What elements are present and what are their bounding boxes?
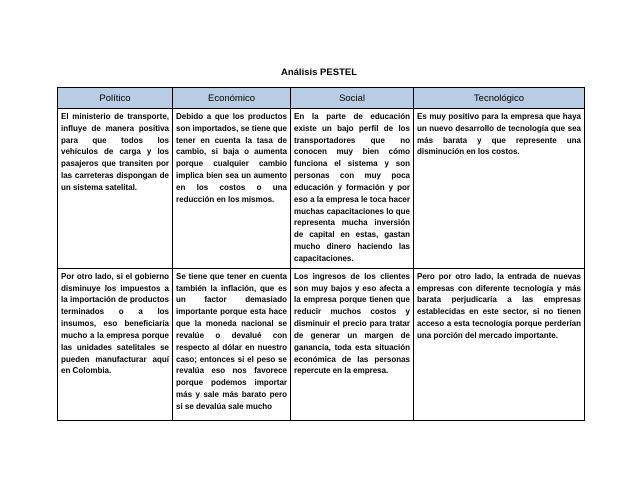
- cell-tecnologico: Pero por otro lado, la entrada de nuevas empresas con diferente tecnología y más barata perjudicaría a las empresas establecidas en este sector, si no tienen acceso a esta tecnología porque perderían una porción del mercado importante.: [414, 268, 585, 420]
- cell-economico: Se tiene que tener en cuenta también la inflación, que es un factor demasiado importante porque esta hace que la moneda nacional se revalúe o devalué con respecto al dólar en nuestro caso; entonces si el peso se revalúa eso nos favorece porque podemos importar más y sale más barato pero si se devalúa sale mucho: [173, 268, 291, 420]
- cell-tecnologico: Es muy positivo para la empresa que haya un nuevo desarrollo de tecnología que sea más barata y que represente una disminución en los costos.: [414, 109, 585, 269]
- cell-social: En la parte de educación existe un bajo perfil de los transportadores que no conocen muy bien cómo funciona el sistema y son personas con muy poca educación y formación y por eso a la empresa le toca hacer muchas capacitaciones lo que representa mucha inversión de capital en estas, gastan mucho dinero haciendo las capacitaciones.: [291, 109, 414, 269]
- table-row: [58, 268, 585, 420]
- cell-economico: Debido a que los productos son importados, se tiene que tener en cuenta la tasa de cambio, si baja o aumenta porque cualquier cambio implica bien sea un aumento en los costos o una reducción en los mismos.: [173, 109, 291, 269]
- header-politico: Político: [58, 88, 173, 109]
- header-social: Social: [291, 88, 414, 109]
- page-title: Análisis PESTEL: [280, 67, 358, 78]
- cell-politico: Por otro lado, si el gobierno disminuye los impuestos a la importación de productos terminados o a los insumos, eso beneficiaría mucho a la empresa porque las unidades satelitales se pueden manufacturar aquí en Colombia.: [58, 268, 173, 420]
- table-row: [58, 109, 585, 269]
- header-tecnologico: Tecnológico: [414, 88, 585, 109]
- table-header-row: [58, 88, 585, 109]
- pestel-table: [57, 87, 585, 421]
- cell-social: Los ingresos de los clientes son muy bajos y eso afecta a la empresa porque tienen que reducir muchos costos y disminuir el precio para tratar de generar un margen de ganancia, toda esta situación económica de las personas repercute en la empresa.: [291, 268, 414, 420]
- header-economico: Económico: [173, 88, 291, 109]
- cell-politico: El ministerio de transporte, influye de manera positiva para que todos los vehículos de carga y los pasajeros que transiten por las carreteras dispongan de un sistema satelital.: [58, 109, 173, 269]
